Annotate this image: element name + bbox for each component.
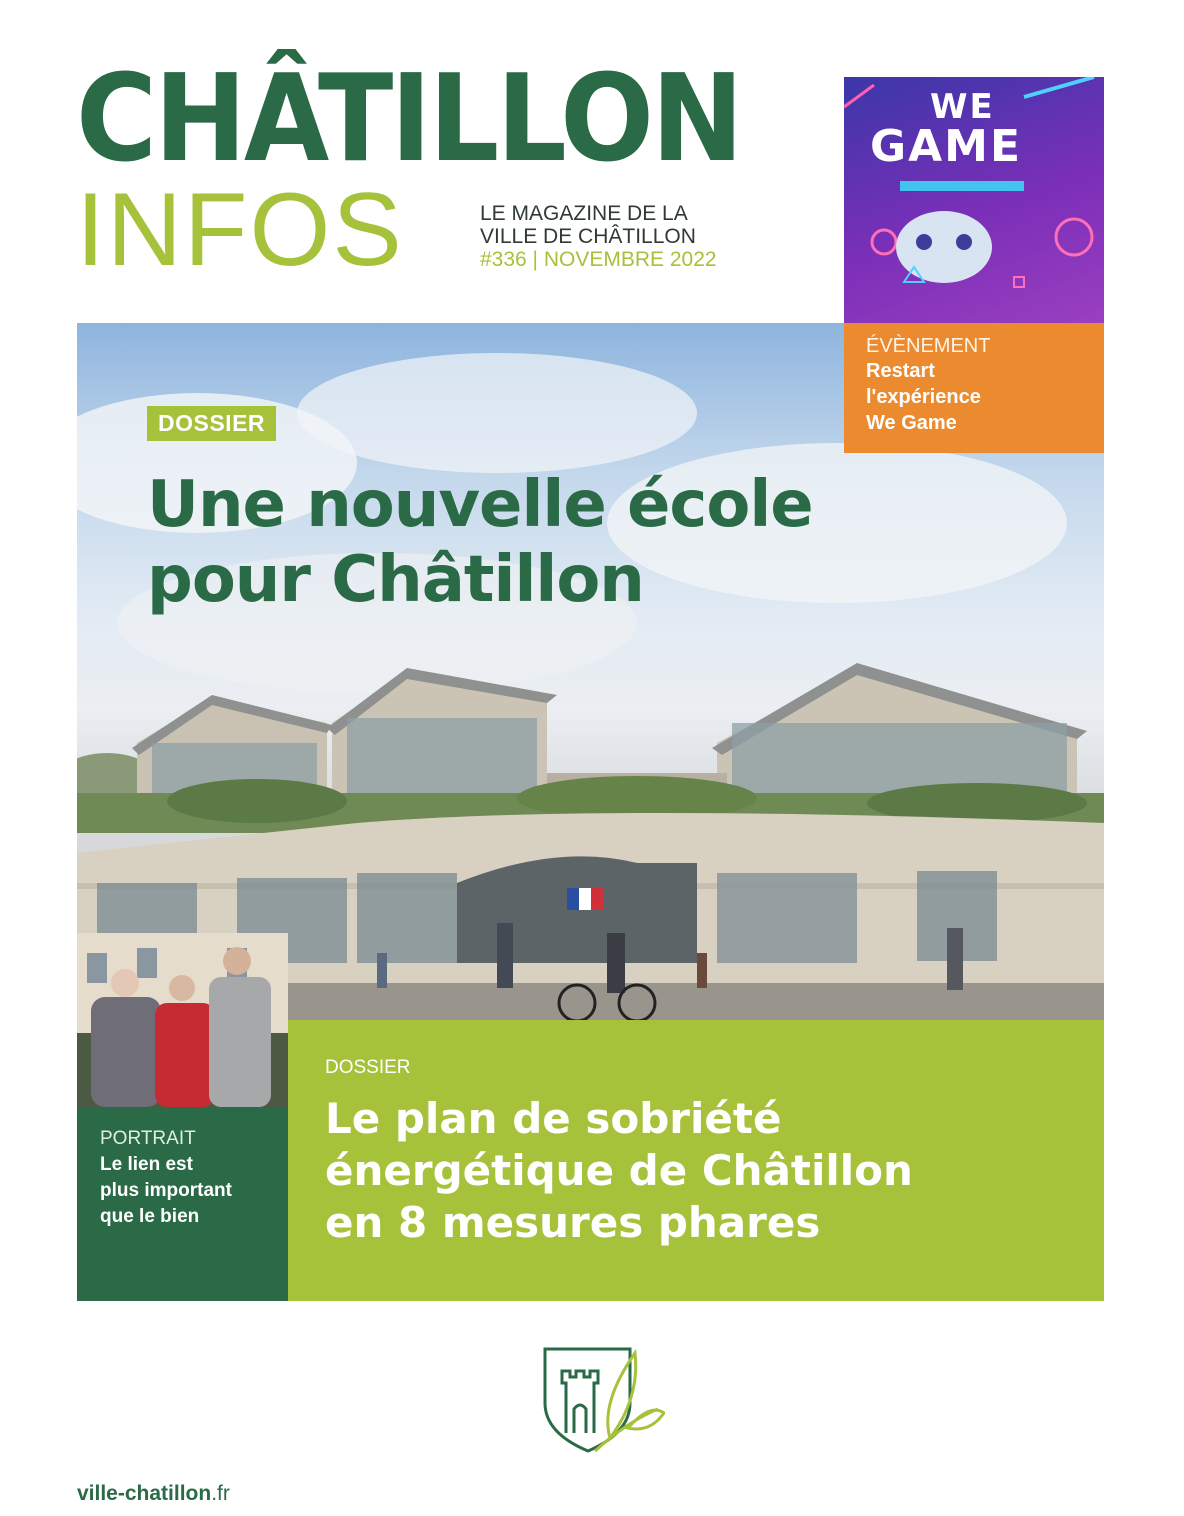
- energy-category: DOSSIER: [325, 1057, 411, 1078]
- event-title-line-2: l'expérience: [866, 386, 981, 408]
- cover-tag-dossier: DOSSIER: [147, 406, 276, 441]
- portrait-category: PORTRAIT: [100, 1128, 196, 1149]
- website-tld: .fr: [211, 1482, 230, 1505]
- masthead-tagline: [480, 202, 717, 271]
- portrait-photo: [77, 933, 288, 1107]
- portrait-title-line-3: que le bien: [100, 1206, 200, 1227]
- issue-number: #336 | NOVEMBRE 2022: [480, 248, 717, 271]
- masthead-title: CHÂTILLON: [76, 50, 741, 189]
- masthead-subtitle: INFOS: [76, 172, 404, 288]
- portrait-photo-illustration: [77, 933, 288, 1107]
- event-image-we-game: [844, 77, 1104, 323]
- tagline-line-2: VILLE DE CHÂTILLON: [480, 225, 696, 248]
- energy-headline-line-2: énergétique de Châtillon: [325, 1146, 913, 1195]
- we-game-logo-we: WE: [930, 87, 995, 127]
- castle-crest-icon: [540, 1343, 665, 1458]
- website-domain: ville-chatillon: [77, 1482, 212, 1505]
- event-category: ÉVÈNEMENT: [866, 335, 991, 357]
- we-game-logo-game: GAME: [870, 121, 1023, 172]
- energy-headline: [325, 1093, 1085, 1249]
- tagline-line-1: LE MAGAZINE DE LA: [480, 202, 688, 225]
- cover-headline: Une nouvelle école pour Châtillon: [147, 468, 813, 617]
- energy-headline-line-3: en 8 mesures phares: [325, 1198, 821, 1247]
- event-title-line-1: Restart: [866, 360, 935, 382]
- event-title-line-3: We Game: [866, 412, 957, 434]
- website-link[interactable]: [77, 1482, 230, 1506]
- portrait-title-line-1: Le lien est: [100, 1154, 193, 1175]
- energy-headline-line-1: Le plan de sobriété: [325, 1094, 782, 1143]
- portrait-title-line-2: plus important: [100, 1180, 232, 1201]
